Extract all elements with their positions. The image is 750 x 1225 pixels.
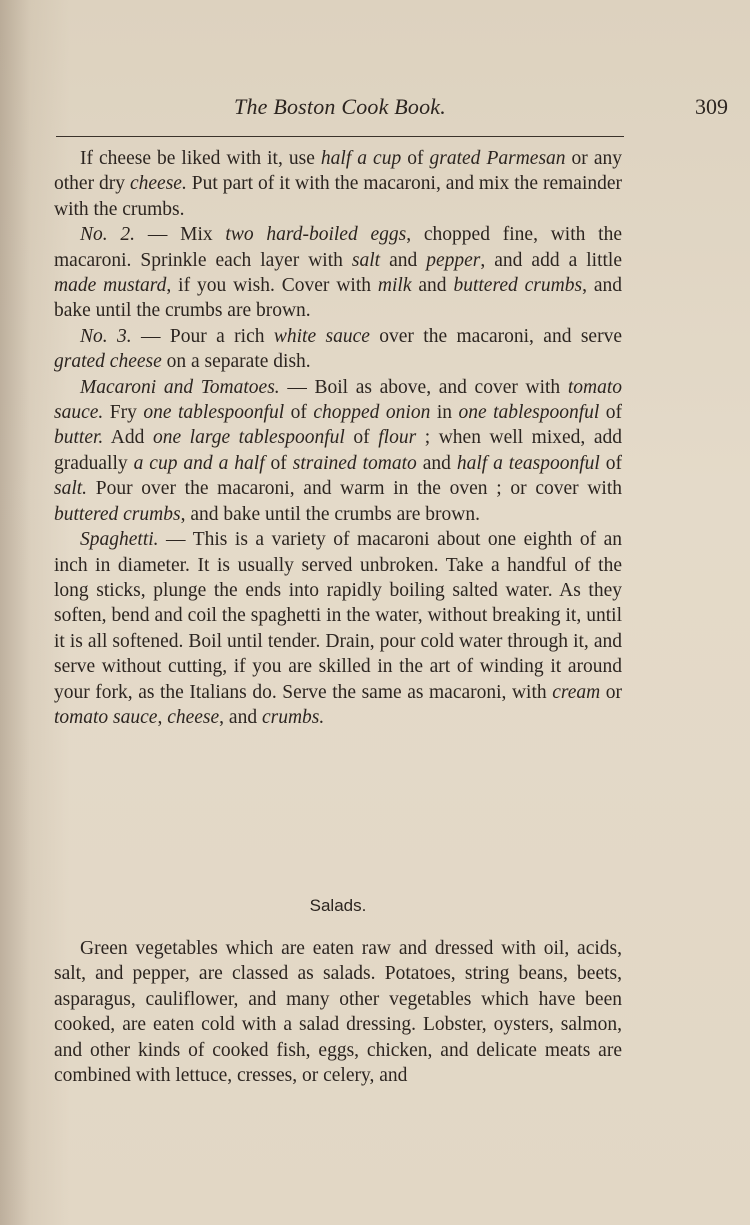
paragraph-no-2 <box>54 222 622 324</box>
text-run: Fry <box>103 402 144 424</box>
text-run: of <box>599 402 623 424</box>
italic-run: strained tomato <box>292 452 417 474</box>
italic-run: Macaroni and Tomatoes. <box>80 376 280 398</box>
text-run: , and add a little <box>480 249 622 271</box>
italic-run: one tablespoonful <box>458 402 600 424</box>
page-header <box>56 90 728 137</box>
running-title: The Boston Cook Book. <box>234 94 446 119</box>
italic-run: half a cup <box>320 148 402 169</box>
text-run: of <box>284 402 314 424</box>
paragraph-macaroni-and-tomatoes <box>54 375 622 527</box>
recipe-text <box>54 146 622 730</box>
italic-run: white sauce <box>273 325 370 347</box>
italic-run: cheese. <box>129 173 187 195</box>
text-run: — This is a variety of macaroni about one eighth of an inch in diameter. It is usually served unbroken. Take a handful of the long sticks, plunge the ends into rapidly boiling salted water. As they soften, bend and coil the spaghetti in the water, without breaking it, until it is all softened. Boil until tender. Drain, pour cold water through it, and serve without cutting, if you are skilled in the art of winding it around your fork, as the Italians do. Serve the same as macaroni, with <box>54 529 622 703</box>
italic-run: buttered crumbs <box>453 275 583 297</box>
text-run: Pour over the macaroni, and warm in the oven ; or cover with <box>87 478 622 500</box>
text-run: — Boil as above, and cover with <box>279 376 568 398</box>
italic-run: butter. <box>54 427 104 449</box>
text-run: of <box>344 427 379 449</box>
text-run: of <box>599 452 622 474</box>
italic-run: salt <box>351 249 381 271</box>
text-run: , if you wish. Cover with <box>166 275 378 297</box>
section-heading-salads: Salads. <box>309 896 367 915</box>
italic-run: cream <box>552 681 601 703</box>
italic-run: flour <box>378 427 417 449</box>
italic-run: made mustard <box>54 275 167 297</box>
paragraph-cheese-option <box>54 146 622 222</box>
paragraph-salads: Green vegetables which are eaten raw and dressed with oil, acids, salt, and pepper, are classed as salads. Potatoes, string beans, beets, asparagus, cauliflower, and many other vegetables which have been cooked, are eaten cold with a salad dressing. Lobster, oysters, salmon, and other kinds of cooked fish, eggs, chicken, and delicate meats are combined with lettuce, cresses, or celery, and <box>54 938 622 1087</box>
paragraph-no-3 <box>54 324 622 375</box>
italic-run: No. 3. <box>80 325 132 347</box>
text-run: — Mix <box>135 224 226 246</box>
italic-run: No. 2. <box>80 224 136 246</box>
italic-run: grated Parmesan <box>429 148 566 169</box>
italic-run: half a teaspoonful <box>456 452 600 474</box>
text-run: If cheese be liked with it, use <box>80 148 321 169</box>
page-number: 309 <box>695 94 728 119</box>
text-run: , and bake until the crumbs are brown. <box>180 503 481 525</box>
italic-run: one tablespoonful <box>143 402 285 424</box>
italic-run: cheese <box>167 706 220 728</box>
text-run: — Pour a rich <box>131 325 274 347</box>
text-run: of <box>401 148 430 169</box>
italic-run: milk <box>377 275 412 297</box>
italic-run: pepper <box>426 249 481 271</box>
text-run: and <box>416 452 457 474</box>
italic-run: grated cheese <box>54 351 162 373</box>
text-run: over the macaroni, and serve <box>369 325 622 347</box>
italic-run: tomato sauce <box>54 706 158 728</box>
text-run: , <box>157 706 168 728</box>
italic-run: buttered crumbs <box>54 503 181 525</box>
paragraph-spaghetti <box>54 527 622 730</box>
italic-run: one large tablespoonful <box>152 427 345 449</box>
text-run: on a separate dish. <box>161 351 311 373</box>
text-run: and <box>411 275 454 297</box>
salads-text <box>54 936 622 1088</box>
text-run: ; when well mixed, add gradually <box>54 427 623 474</box>
text-run: or <box>600 681 622 703</box>
text-run: , and bake until the crumbs are brown. <box>54 275 623 322</box>
text-run: in <box>430 402 459 424</box>
italic-run: a cup and a half <box>133 452 265 474</box>
text-run: and <box>380 249 427 271</box>
italic-run: crumbs. <box>261 706 325 728</box>
italic-run: salt. <box>54 478 88 500</box>
text-run: Put part of it with the macaroni, and mix the remainder with the crumbs. <box>54 173 623 220</box>
italic-run: two hard-boiled eggs <box>225 224 407 246</box>
italic-run: chopped onion <box>313 402 431 424</box>
italic-run: Spaghetti. <box>80 529 159 551</box>
text-run: , and <box>219 706 262 728</box>
text-run: of <box>264 452 293 474</box>
text-run: , chopped fine, with the macaroni. Sprinkle each layer with <box>54 224 622 271</box>
text-run: or any other dry <box>54 148 622 195</box>
text-run: Add <box>103 427 153 449</box>
italic-run: tomato sauce. <box>54 376 622 424</box>
